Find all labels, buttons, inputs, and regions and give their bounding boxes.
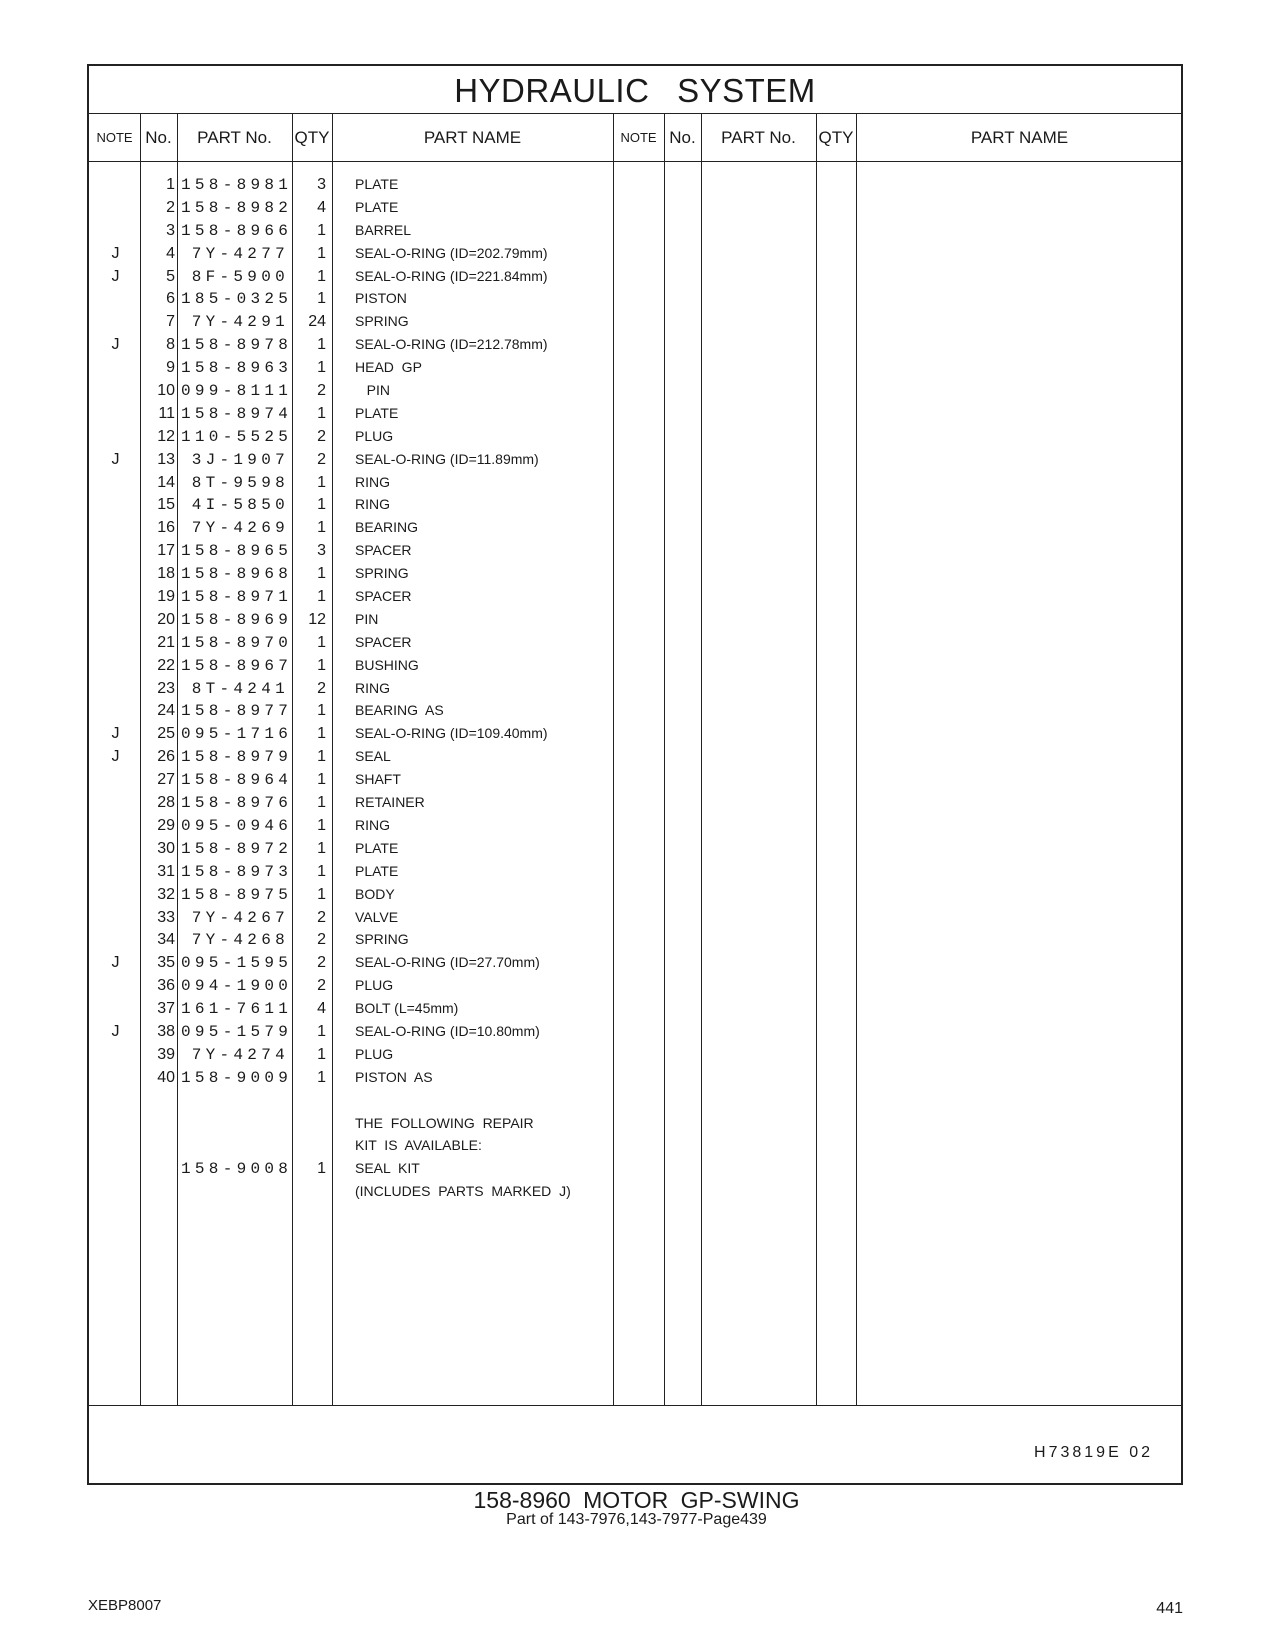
row-part-number: 094-1900 (181, 977, 293, 996)
row-note (89, 678, 142, 701)
row-quantity: 1 (317, 588, 326, 606)
row-part-number (181, 1090, 289, 1113)
row-part-name: BUSHING (355, 656, 419, 673)
row-part-name: SPACER (355, 588, 412, 605)
table-row (89, 975, 1185, 998)
row-number: 13 (157, 450, 175, 468)
row-number (142, 1135, 175, 1158)
row-quantity: 1 (317, 1068, 326, 1086)
row-note (89, 311, 142, 334)
row-number: 4 (166, 244, 175, 262)
row-part-number: 158-8967 (181, 656, 293, 675)
row-number (142, 1181, 175, 1204)
row-part-number: 158-8969 (181, 610, 293, 629)
row-note (89, 884, 142, 907)
row-part-number: 4I-5850 (191, 496, 289, 515)
row-note (89, 632, 142, 655)
table-row (89, 723, 1185, 746)
table-row (89, 1158, 1185, 1181)
row-part-name: BOLT (L=45mm) (355, 1000, 459, 1017)
row-note (89, 861, 142, 884)
row-quantity: 1 (317, 1160, 326, 1178)
row-note (89, 1044, 142, 1067)
row-part-number: 158-8963 (181, 359, 293, 378)
row-part-name: SEAL-O-RING (ID=11.89mm) (355, 450, 539, 467)
row-note: J (111, 1022, 120, 1040)
row-number: 26 (157, 748, 175, 766)
row-quantity (289, 1181, 326, 1204)
caption-title: 158-8960 MOTOR GP-SWING (473, 1487, 800, 1513)
row-quantity: 1 (317, 839, 326, 857)
row-note (89, 929, 142, 952)
row-note (89, 1158, 142, 1181)
row-number: 29 (157, 816, 175, 834)
header-part-no-left: PART No. (197, 128, 272, 147)
row-part-number: 158-8974 (181, 404, 293, 423)
table-row (89, 632, 1185, 655)
row-part-name: SEAL-O-RING (ID=202.79mm) (355, 244, 548, 261)
row-number: 1 (166, 176, 175, 193)
table-row (89, 1135, 1185, 1158)
row-part-number: 158-9008 (181, 1160, 293, 1179)
row-number: 19 (157, 588, 175, 606)
row-part-name: SEAL KIT (355, 1160, 420, 1177)
row-number: 9 (166, 359, 175, 377)
row-part-name: PIN (355, 382, 391, 399)
row-quantity (289, 1090, 326, 1113)
row-part-name: BARREL (355, 221, 412, 238)
row-part-name: RING (355, 816, 390, 833)
row-quantity: 1 (317, 336, 326, 354)
row-note (89, 1090, 142, 1113)
table-row (89, 243, 1185, 266)
row-part-number (181, 1113, 289, 1136)
row-quantity: 2 (317, 977, 326, 995)
row-quantity: 1 (317, 221, 326, 239)
table-row (89, 609, 1185, 632)
row-quantity: 2 (317, 679, 326, 697)
row-number (142, 1090, 175, 1113)
row-quantity: 4 (317, 198, 326, 216)
row-number: 20 (157, 610, 175, 628)
row-part-number: 158-8966 (181, 221, 293, 240)
row-part-name: SPRING (355, 931, 409, 948)
row-part-number: 8F-5900 (191, 267, 289, 286)
row-number: 3 (166, 221, 175, 239)
row-part-name: VALVE (355, 908, 399, 925)
row-note (89, 1113, 142, 1136)
row-part-name: RETAINER (355, 794, 425, 811)
header-part-name-right: PART NAME (970, 128, 1069, 147)
row-part-number (181, 1135, 289, 1158)
table-row (89, 426, 1185, 449)
row-quantity: 2 (317, 450, 326, 468)
header-part-name-left: PART NAME (423, 128, 522, 147)
row-quantity: 1 (317, 656, 326, 674)
row-number: 18 (157, 565, 175, 583)
header-note-left: NOTE (96, 130, 133, 145)
row-part-name: SPRING (355, 313, 409, 330)
row-number: 5 (166, 267, 175, 285)
row-part-name: PISTON AS (355, 1068, 433, 1085)
table-row (89, 197, 1185, 220)
table-row (89, 1181, 1185, 1204)
table-row (89, 815, 1185, 838)
row-quantity: 1 (317, 725, 326, 743)
row-number: 28 (157, 794, 175, 812)
row-number (142, 1113, 175, 1136)
row-part-number: 110-5525 (181, 427, 293, 446)
row-part-name: SPACER (355, 633, 412, 650)
row-part-number: 185-0325 (181, 290, 293, 309)
row-quantity: 4 (317, 1000, 326, 1018)
row-part-name: PLATE (355, 198, 399, 215)
table-row (89, 1113, 1185, 1136)
table-row (89, 540, 1185, 563)
table-row (89, 288, 1185, 311)
row-part-name: HEAD GP (355, 359, 422, 376)
row-number: 21 (157, 633, 175, 651)
row-number: 32 (157, 885, 175, 903)
row-note (89, 174, 142, 197)
caption-subtitle: Part of 143-7976,143-7977-Page439 (506, 1511, 767, 1528)
row-number: 31 (157, 862, 175, 880)
row-part-name: SHAFT (355, 771, 401, 788)
row-quantity (289, 1113, 326, 1136)
row-number: 24 (157, 702, 175, 720)
row-number: 38 (157, 1022, 175, 1040)
row-number (142, 1158, 175, 1181)
row-number: 14 (157, 473, 175, 491)
table-header (89, 114, 1181, 162)
row-part-name: PISTON (355, 290, 407, 307)
row-part-number: 3J-1907 (191, 450, 289, 469)
table-row (89, 907, 1185, 930)
table-row (89, 1067, 1185, 1090)
row-note (89, 494, 142, 517)
row-note (89, 655, 142, 678)
header-qty-right: QTY (818, 128, 854, 147)
row-number: 23 (157, 679, 175, 697)
row-quantity: 1 (317, 496, 326, 514)
row-note (89, 403, 142, 426)
table-row (89, 472, 1185, 495)
row-note (89, 540, 142, 563)
table-row (89, 334, 1185, 357)
row-part-name: RING (355, 496, 390, 513)
row-part-name: SEAL-O-RING (ID=212.78mm) (355, 336, 548, 353)
row-part-number: 158-8968 (181, 565, 293, 584)
row-quantity (289, 1135, 326, 1158)
row-quantity: 2 (317, 382, 326, 400)
table-row (89, 380, 1185, 403)
row-part-number: 158-8971 (181, 588, 293, 607)
row-quantity: 1 (317, 633, 326, 651)
row-number: 27 (157, 771, 175, 789)
row-part-number: 7Y-4267 (191, 908, 289, 927)
page-title: HYDRAULIC SYSTEM (89, 66, 1181, 114)
row-part-number: 8T-9598 (191, 473, 289, 492)
row-number: 25 (157, 725, 175, 743)
row-number: 39 (157, 1045, 175, 1063)
row-part-number: 158-8977 (181, 702, 293, 721)
row-note (89, 907, 142, 930)
header-no-right: No. (669, 128, 696, 147)
row-note: J (111, 267, 120, 285)
row-quantity: 1 (317, 244, 326, 262)
row-part-name: PLUG (355, 977, 394, 994)
table-row (89, 884, 1185, 907)
row-part-number: 095-1716 (181, 725, 293, 744)
table-row (89, 266, 1185, 289)
row-part-name: BEARING (355, 519, 419, 536)
table-row (89, 311, 1185, 334)
row-part-number: 158-9009 (181, 1068, 293, 1087)
row-quantity: 1 (317, 862, 326, 880)
row-note: J (111, 954, 120, 972)
row-note (89, 517, 142, 540)
table-row (89, 678, 1185, 701)
row-part-number: 7Y-4268 (191, 931, 289, 950)
row-note: J (111, 336, 120, 354)
row-note (89, 220, 142, 243)
row-quantity: 3 (317, 176, 326, 193)
row-part-name: SEAL-O-RING (ID=27.70mm) (355, 954, 540, 971)
parts-list (89, 174, 1185, 1204)
row-part-name: SPRING (355, 565, 409, 582)
row-number: 30 (157, 839, 175, 857)
header-no-left: No. (145, 128, 172, 147)
row-number: 2 (166, 198, 175, 216)
table-row (89, 517, 1185, 540)
row-quantity: 1 (317, 565, 326, 583)
row-quantity: 2 (317, 954, 326, 972)
row-number: 35 (157, 954, 175, 972)
page-number: 441 (1156, 1600, 1183, 1617)
row-part-name: KIT IS AVAILABLE: (355, 1137, 482, 1154)
row-number: 8 (166, 336, 175, 354)
row-note (89, 563, 142, 586)
row-note (89, 975, 142, 998)
table-row (89, 174, 1185, 197)
row-number: 12 (157, 427, 175, 445)
row-number: 10 (157, 382, 175, 400)
header-qty-left: QTY (294, 128, 330, 147)
document-id: XEBP8007 (88, 1597, 162, 1614)
row-quantity: 1 (317, 290, 326, 308)
table-row (89, 998, 1185, 1021)
table-row (89, 403, 1185, 426)
row-note (89, 1067, 142, 1090)
row-part-name: SPACER (355, 542, 412, 559)
row-note (89, 472, 142, 495)
row-part-name: SEAL-O-RING (ID=10.80mm) (355, 1022, 540, 1039)
row-part-number: 7Y-4277 (191, 244, 289, 263)
row-part-name: PLATE (355, 839, 399, 856)
row-number: 15 (157, 496, 175, 514)
row-quantity: 1 (317, 267, 326, 285)
row-part-name: PLATE (355, 404, 399, 421)
row-number: 16 (157, 519, 175, 537)
row-quantity: 1 (317, 404, 326, 422)
row-part-number: 158-8982 (181, 198, 293, 217)
row-quantity: 2 (317, 427, 326, 445)
table-row (89, 929, 1185, 952)
drawing-code: H73819E 02 (1034, 1444, 1153, 1461)
row-note (89, 288, 142, 311)
table-row (89, 1044, 1185, 1067)
row-note (89, 426, 142, 449)
row-part-name: THE FOLLOWING REPAIR (355, 1114, 534, 1131)
row-note (89, 357, 142, 380)
row-quantity: 1 (317, 794, 326, 812)
row-quantity: 24 (308, 313, 326, 331)
row-part-name: PIN (355, 610, 379, 627)
row-note (89, 769, 142, 792)
row-note: J (111, 244, 120, 262)
row-part-number: 158-8972 (181, 839, 293, 858)
table-row (89, 449, 1185, 472)
row-quantity: 1 (317, 771, 326, 789)
row-quantity: 1 (317, 519, 326, 537)
row-quantity: 1 (317, 473, 326, 491)
row-part-number: 161-7611 (181, 1000, 293, 1019)
row-part-name: RING (355, 679, 390, 696)
table-row (89, 586, 1185, 609)
row-part-number: 7Y-4269 (191, 519, 289, 538)
row-part-number: 7Y-4274 (191, 1045, 289, 1064)
table-row (89, 357, 1185, 380)
row-number: 22 (157, 656, 175, 674)
row-part-number: 095-1579 (181, 1022, 293, 1041)
row-part-name: SEAL-O-RING (ID=109.40mm) (355, 725, 548, 742)
row-note: J (111, 725, 120, 743)
row-part-name: BEARING AS (355, 702, 444, 719)
row-part-number: 158-8964 (181, 771, 293, 790)
row-number: 7 (166, 313, 175, 331)
row-part-name: SEAL-O-RING (ID=221.84mm) (355, 267, 548, 284)
row-number: 6 (166, 290, 175, 308)
row-part-name: PLUG (355, 1045, 394, 1062)
row-number: 36 (157, 977, 175, 995)
table-row (89, 563, 1185, 586)
row-part-number: 158-8978 (181, 336, 293, 355)
row-note (89, 700, 142, 723)
table-row (89, 952, 1185, 975)
table-row (89, 861, 1185, 884)
row-note (89, 838, 142, 861)
row-part-number: 158-8965 (181, 542, 293, 561)
row-quantity: 1 (317, 1045, 326, 1063)
row-number: 40 (157, 1068, 175, 1086)
row-part-number: 099-8111 (181, 382, 293, 401)
header-part-no-right: PART No. (721, 128, 796, 147)
table-row (89, 746, 1185, 769)
table-row (89, 220, 1185, 243)
row-note (89, 586, 142, 609)
row-number: 37 (157, 1000, 175, 1018)
table-body-bottom-rule (89, 1405, 1181, 1406)
row-part-number: 095-0946 (181, 816, 293, 835)
row-number: 17 (157, 542, 175, 560)
row-quantity: 12 (308, 610, 326, 628)
row-part-number: 8T-4241 (191, 679, 289, 698)
row-part-name: BODY (355, 885, 395, 902)
row-part-name: RING (355, 473, 390, 490)
row-quantity: 1 (317, 1022, 326, 1040)
row-part-number (181, 1181, 289, 1204)
row-part-number: 158-8979 (181, 748, 293, 767)
row-part-name: PLUG (355, 427, 394, 444)
row-part-number: 095-1595 (181, 954, 293, 973)
row-part-name (355, 1090, 715, 1113)
header-note-right: NOTE (620, 130, 657, 145)
table-row (89, 1090, 1185, 1113)
row-note (89, 197, 142, 220)
row-part-number: 158-8976 (181, 794, 293, 813)
table-row (89, 494, 1185, 517)
table-row (89, 769, 1185, 792)
row-number: 33 (157, 908, 175, 926)
row-note (89, 380, 142, 403)
row-quantity: 2 (317, 931, 326, 949)
row-quantity: 1 (317, 748, 326, 766)
row-part-number: 158-8973 (181, 862, 293, 881)
parts-table-frame (87, 64, 1183, 1485)
table-row (89, 838, 1185, 861)
row-part-number: 7Y-4291 (191, 313, 289, 332)
row-quantity: 3 (317, 542, 326, 560)
row-quantity: 1 (317, 359, 326, 377)
table-row (89, 655, 1185, 678)
row-number: 34 (157, 931, 175, 949)
row-note (89, 609, 142, 632)
row-part-name: PLATE (355, 862, 399, 879)
row-note (89, 1135, 142, 1158)
table-row (89, 700, 1185, 723)
table-row (89, 792, 1185, 815)
row-note (89, 998, 142, 1021)
row-quantity: 2 (317, 908, 326, 926)
row-part-name: PLATE (355, 176, 399, 192)
row-note: J (111, 450, 120, 468)
row-quantity: 1 (317, 885, 326, 903)
row-part-name: (INCLUDES PARTS MARKED J) (355, 1183, 571, 1200)
row-part-number: 158-8975 (181, 885, 293, 904)
table-row (89, 1021, 1185, 1044)
row-note (89, 792, 142, 815)
row-quantity: 1 (317, 702, 326, 720)
row-note (89, 1181, 142, 1204)
row-part-name: SEAL (355, 748, 391, 765)
row-part-number: 158-8970 (181, 633, 293, 652)
row-note: J (111, 748, 120, 766)
row-quantity: 1 (317, 816, 326, 834)
row-note (89, 815, 142, 838)
row-part-number: 158-8981 (181, 176, 293, 194)
row-number: 11 (158, 404, 175, 422)
